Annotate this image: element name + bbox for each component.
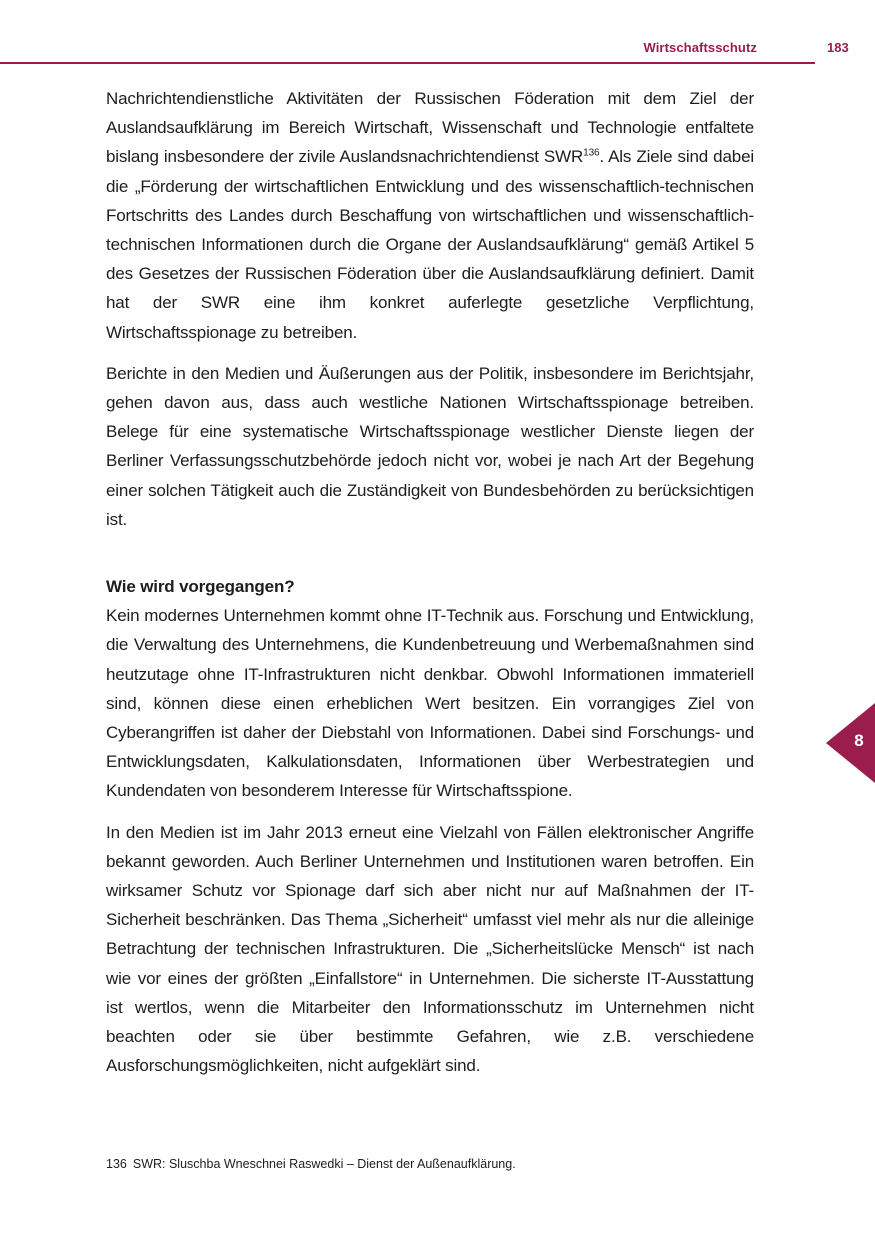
paragraph-1-text-b: . Als Ziele sind dabei die „Förderung der wirtschaftlichen Entwicklung und des wissenschaftlich-technischen Fortschritts des Landes durch Beschaffung von wirtschaftlichen und wissenschaftlich-technischen Informationen durch die Organe der Auslandsaufklärung“ gemäß Artikel 5 des Gesetzes der Russischen Föderation über die Auslandsaufklärung definiert. Damit hat der SWR eine ihm konkret auferlegte gesetzliche Verpflichtung, Wirtschaftsspionage zu betreiben. xyxy=(106,147,755,342)
chapter-number: 8 xyxy=(854,731,864,750)
footnote-reference[interactable]: 136 xyxy=(583,147,600,159)
section-heading: Wie wird vorgegangen? xyxy=(106,577,295,597)
paragraph-4: In den Medien ist im Jahr 2013 erneut eine Vielzahl von Fällen elektronischer Angriffe bekannt geworden. Auch Berliner Unternehmen und Institutionen waren betroffen. Ein wirksamer Schutz vor Spionage darf sich aber nicht nur auf Maßnahmen der IT-Sicherheit beschränken. Das Thema „Sicherheit“ umfasst viel mehr als nur die alleinige Betrachtung der technischen Infrastrukturen. Die „Sicherheitslücke Mensch“ ist nach wie vor eines der größten „Einfallstore“ in Unternehmen. Die sicherste IT-Ausstattung ist wertlos, wenn die Mitarbeiter den Informationsschutz im Unternehmen nicht beachten oder sie über bestimmte Gefahren, wie z.B. verschiedene Ausforschungsmöglichkeiten, nicht aufgeklärt sind. xyxy=(106,822,754,1076)
chapter-tab xyxy=(826,703,875,783)
page-header xyxy=(0,0,849,64)
body-text xyxy=(106,84,754,1093)
paragraph-2: Berichte in den Medien und Äußerungen aus der Politik, insbesondere im Berichtsjahr, gehen davon aus, dass auch westliche Nationen Wirtschaftsspionage betreiben. Belege für eine systematische Wirtschaftsspionage westlicher Dienste liegen der Berliner Verfassungsschutzbehörde jedoch nicht vor, wobei je nach Art der Begehung einer solchen Tätigkeit auch die Zuständigkeit von Bundesbehörden zu berücksichtigen ist. xyxy=(106,363,754,529)
footnote-text: SWR: Sluschba Wneschnei Raswedki – Dienst der Außenaufklärung. xyxy=(132,1157,516,1171)
paragraph-1 xyxy=(106,84,754,347)
page-number: 183 xyxy=(827,40,849,55)
footnote xyxy=(106,1157,766,1171)
running-head-title: Wirtschaftsschutz xyxy=(643,40,757,55)
paragraph-3: Kein modernes Unternehmen kommt ohne IT-Technik aus. Forschung und Entwicklung, die Verwaltung des Unternehmens, die Kundenbetreuung und Werbemaßnahmen sind heutzutage ohne IT-Infrastrukturen nicht denkbar. Obwohl Informationen immateriell sind, können diese einen erheblichen Wert besitzen. Ein vorrangiges Ziel von Cyberangriffen ist daher der Diebstahl von Informationen. Dabei sind Forschungs- und Entwicklungsdaten, Kalkulationsdaten, Informationen über Werbestrategien und Kundendaten von besonderem Interesse für Wirtschaftsspione. xyxy=(106,606,754,801)
paragraph-1-text-a: Nachrichtendienstliche Aktivitäten der Russischen Föderation mit dem Ziel der Auslandsaufklärung im Bereich Wirtschaft, Wissenschaft und Technologie entfaltete bislang insbesondere der zivile Auslandsnachrichtendienst SWR xyxy=(106,89,754,167)
footnote-number: 136 xyxy=(106,1157,127,1171)
